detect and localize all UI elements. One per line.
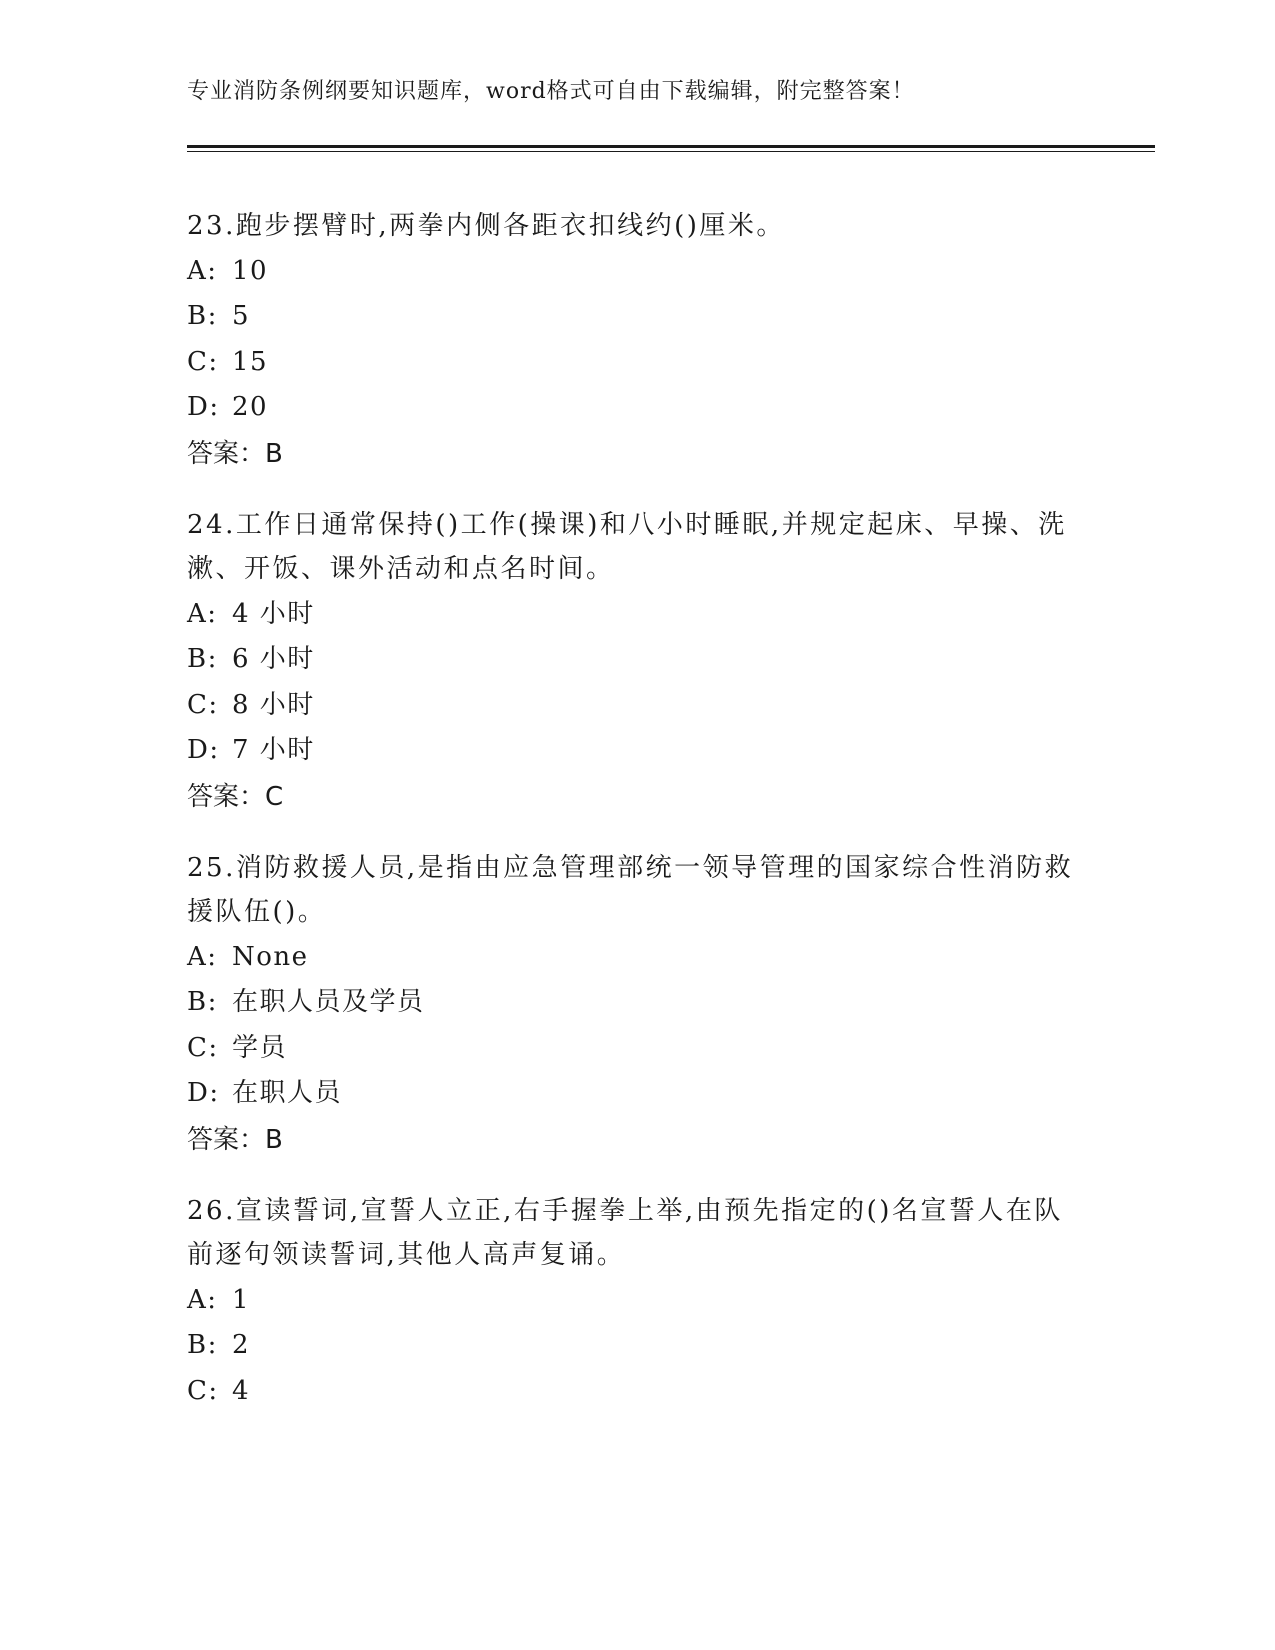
option-b: [187, 294, 1087, 340]
option-b: [187, 637, 1087, 683]
option-a: [187, 249, 1087, 295]
option-c: [187, 340, 1087, 386]
option-key: C:: [187, 1375, 219, 1406]
page-header: 专业消防条例纲要知识题库，word格式可自由下载编辑，附完整答案！: [187, 79, 915, 104]
option-text: 1: [232, 1284, 251, 1315]
option-a: [187, 935, 1087, 981]
option-d: [187, 385, 1087, 431]
option-key: A:: [187, 941, 218, 972]
option-text: 在职人员: [232, 1078, 343, 1108]
header-rule-thick: [187, 145, 1155, 148]
option-text: 15: [232, 346, 269, 377]
option-key: D:: [187, 735, 220, 765]
question-23: [187, 204, 1087, 477]
question-25: [187, 846, 1087, 1163]
option-c: [187, 1026, 1087, 1072]
option-text: 4: [232, 1375, 251, 1406]
option-d: [187, 1071, 1087, 1117]
option-key: C:: [187, 346, 219, 377]
option-key: D:: [187, 392, 220, 422]
question-list: [187, 204, 1087, 1440]
option-key: C:: [187, 689, 219, 720]
option-key: B:: [187, 301, 218, 331]
option-text: 8 小时: [232, 689, 315, 720]
option-text: 10: [232, 255, 269, 286]
option-b: [187, 980, 1087, 1026]
option-text: 6 小时: [232, 644, 315, 674]
option-text: 7 小时: [232, 735, 315, 765]
question-24: [187, 503, 1087, 820]
option-key: C:: [187, 1032, 219, 1063]
question-stem: 23.跑步摆臂时,两拳内侧各距衣扣线约()厘米。: [187, 211, 785, 241]
question-stem: 25.消防救援人员,是指由应急管理部统一领导管理的国家综合性消防救援队伍()。: [187, 852, 1074, 927]
option-key: A:: [187, 1284, 218, 1315]
option-text: 在职人员及学员: [232, 987, 425, 1017]
option-c: [187, 683, 1087, 729]
answer-line: 答案：B: [187, 1124, 283, 1155]
option-b: [187, 1323, 1087, 1369]
option-text: 学员: [232, 1032, 288, 1063]
question-stem: 26.宣读誓词,宣誓人立正,右手握拳上举,由预先指定的()名宣誓人在队前逐句领读誓词,其他人高声复诵。: [187, 1195, 1063, 1270]
option-key: A:: [187, 255, 218, 286]
option-key: D:: [187, 1078, 220, 1108]
option-text: 2: [232, 1330, 251, 1360]
option-text: 4 小时: [232, 598, 315, 629]
option-key: A:: [187, 598, 218, 629]
option-a: [187, 592, 1087, 638]
option-key: B:: [187, 1330, 218, 1360]
option-c: [187, 1369, 1087, 1415]
option-key: B:: [187, 987, 218, 1017]
option-text: 5: [232, 301, 251, 331]
question-26: [187, 1189, 1087, 1415]
option-key: B:: [187, 644, 218, 674]
answer-line: 答案：C: [187, 781, 284, 812]
header-rule-thin: [187, 151, 1155, 152]
answer-line: 答案：B: [187, 438, 283, 469]
option-text: None: [232, 941, 309, 972]
option-a: [187, 1278, 1087, 1324]
question-stem: 24.工作日通常保持()工作(操课)和八小时睡眠,并规定起床、早操、洗漱、开饭、课外活动和点名时间。: [187, 509, 1067, 584]
option-text: 20: [232, 392, 269, 422]
option-d: [187, 728, 1087, 774]
